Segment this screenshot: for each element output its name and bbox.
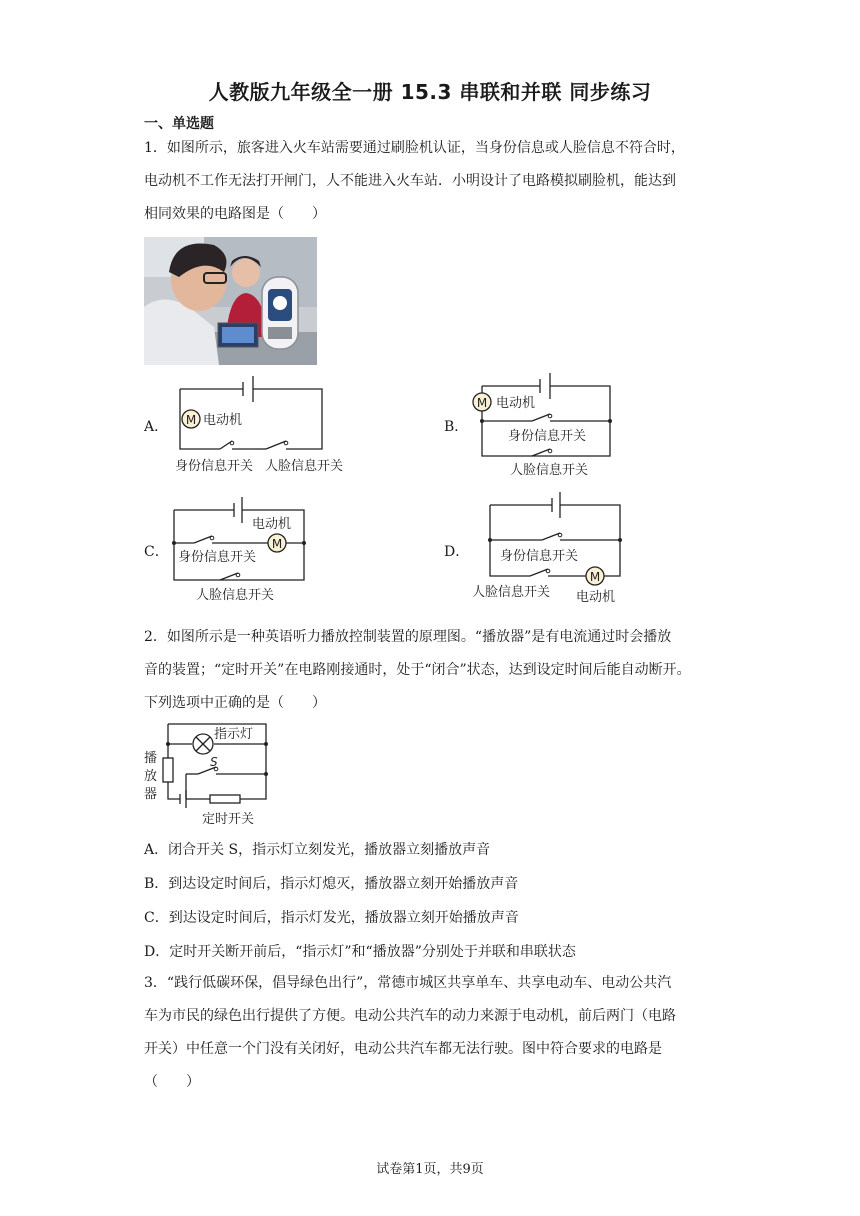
motor-symbol: M	[185, 413, 197, 427]
playback-circuit	[142, 720, 272, 830]
face-switch-label: 人脸信息开关	[510, 463, 589, 478]
option-d-label: D．	[444, 544, 470, 560]
question-2-option-c: C．到达设定时间后，指示灯发光，播放器立刻开始播放声音	[144, 910, 519, 926]
motor-label: 电动机	[252, 517, 292, 532]
player-label-char: 器	[144, 787, 158, 802]
circuit-a	[165, 372, 365, 480]
timer-switch-label: 定时开关	[202, 812, 255, 827]
face-switch-label: 人脸信息开关	[196, 588, 275, 603]
id-switch-label: 身份信息开关	[508, 429, 587, 444]
id-switch-label: 身份信息开关	[175, 459, 254, 474]
question-1-line: 1．如图所示，旅客进入火车站需要通过刷脸机认证，当身份信息或人脸信息不符合时，	[144, 140, 685, 156]
motor-label: 电动机	[496, 396, 536, 411]
question-3-line: 开关）中任意一个门没有关闭好，电动公共汽车都无法行驶。图中符合要求的电路是	[144, 1041, 662, 1057]
question-3-line: 3．“践行低碳环保，倡导绿色出行”，常德市城区共享单车、共享电动车、电动公共汽	[144, 975, 672, 991]
question-2-line: 2．如图所示是一种英语听力播放控制装置的原理图。“播放器”是有电流通过时会播放	[144, 629, 672, 645]
face-switch-label: 人脸信息开关	[265, 459, 344, 474]
motor-label: 电动机	[203, 413, 243, 428]
motor-symbol: M	[589, 570, 601, 584]
switch-s-label: S	[210, 755, 218, 769]
question-1-line: 相同效果的电路图是（ ）	[144, 206, 326, 222]
lamp-label: 指示灯	[214, 727, 254, 742]
question-3-line: （ ）	[144, 1074, 200, 1090]
circuit-d	[470, 490, 630, 604]
section-heading: 一、单选题	[144, 116, 214, 132]
player-label-char: 播	[144, 751, 158, 766]
question-2-line: 下列选项中正确的是（ ）	[144, 695, 326, 711]
page-title: 人教版九年级全一册 15.3 串联和并联 同步练习	[208, 80, 652, 104]
id-switch-label: 身份信息开关	[178, 550, 257, 565]
question-2-option-d: D．定时开关断开前后，“指示灯”和“播放器”分别处于并联和串联状态	[144, 944, 576, 960]
question-1-line: 电动机不工作无法打开闸门，人不能进入火车站．小明设计了电路模拟刷脸机，能达到	[144, 173, 676, 189]
motor-label: 电动机	[576, 590, 616, 604]
face-switch-label: 人脸信息开关	[472, 585, 551, 600]
question-2-line: 音的装置；“定时开关”在电路刚接通时，处于“闭合”状态，达到设定时间后能自动断开。	[144, 662, 691, 678]
question-2-option-b: B．到达设定时间后，指示灯熄灭，播放器立刻开始播放声音	[144, 876, 519, 892]
page-footer: 试卷第1页，共9页	[376, 1162, 484, 1177]
question-2-text	[144, 621, 724, 720]
player-label-char: 放	[144, 769, 158, 784]
id-switch-label: 身份信息开关	[500, 549, 579, 564]
circuit-c	[170, 492, 315, 604]
option-c-label: C．	[144, 544, 169, 560]
question-3-line: 车为市民的绿色出行提供了方便。电动公共汽车的动力来源于电动机，前后两门（电路	[144, 1008, 676, 1024]
question-1-text	[144, 132, 724, 231]
motor-symbol: M	[271, 537, 283, 551]
question-3-text	[144, 967, 724, 1099]
motor-symbol: M	[476, 396, 488, 410]
question-2-option-a: A．闭合开关 S，指示灯立刻发光，播放器立刻播放声音	[144, 842, 491, 858]
option-b-label: B．	[444, 419, 469, 435]
circuit-b	[466, 370, 626, 480]
option-a-label: A．	[144, 419, 169, 435]
face-scanner-photo	[144, 237, 317, 365]
